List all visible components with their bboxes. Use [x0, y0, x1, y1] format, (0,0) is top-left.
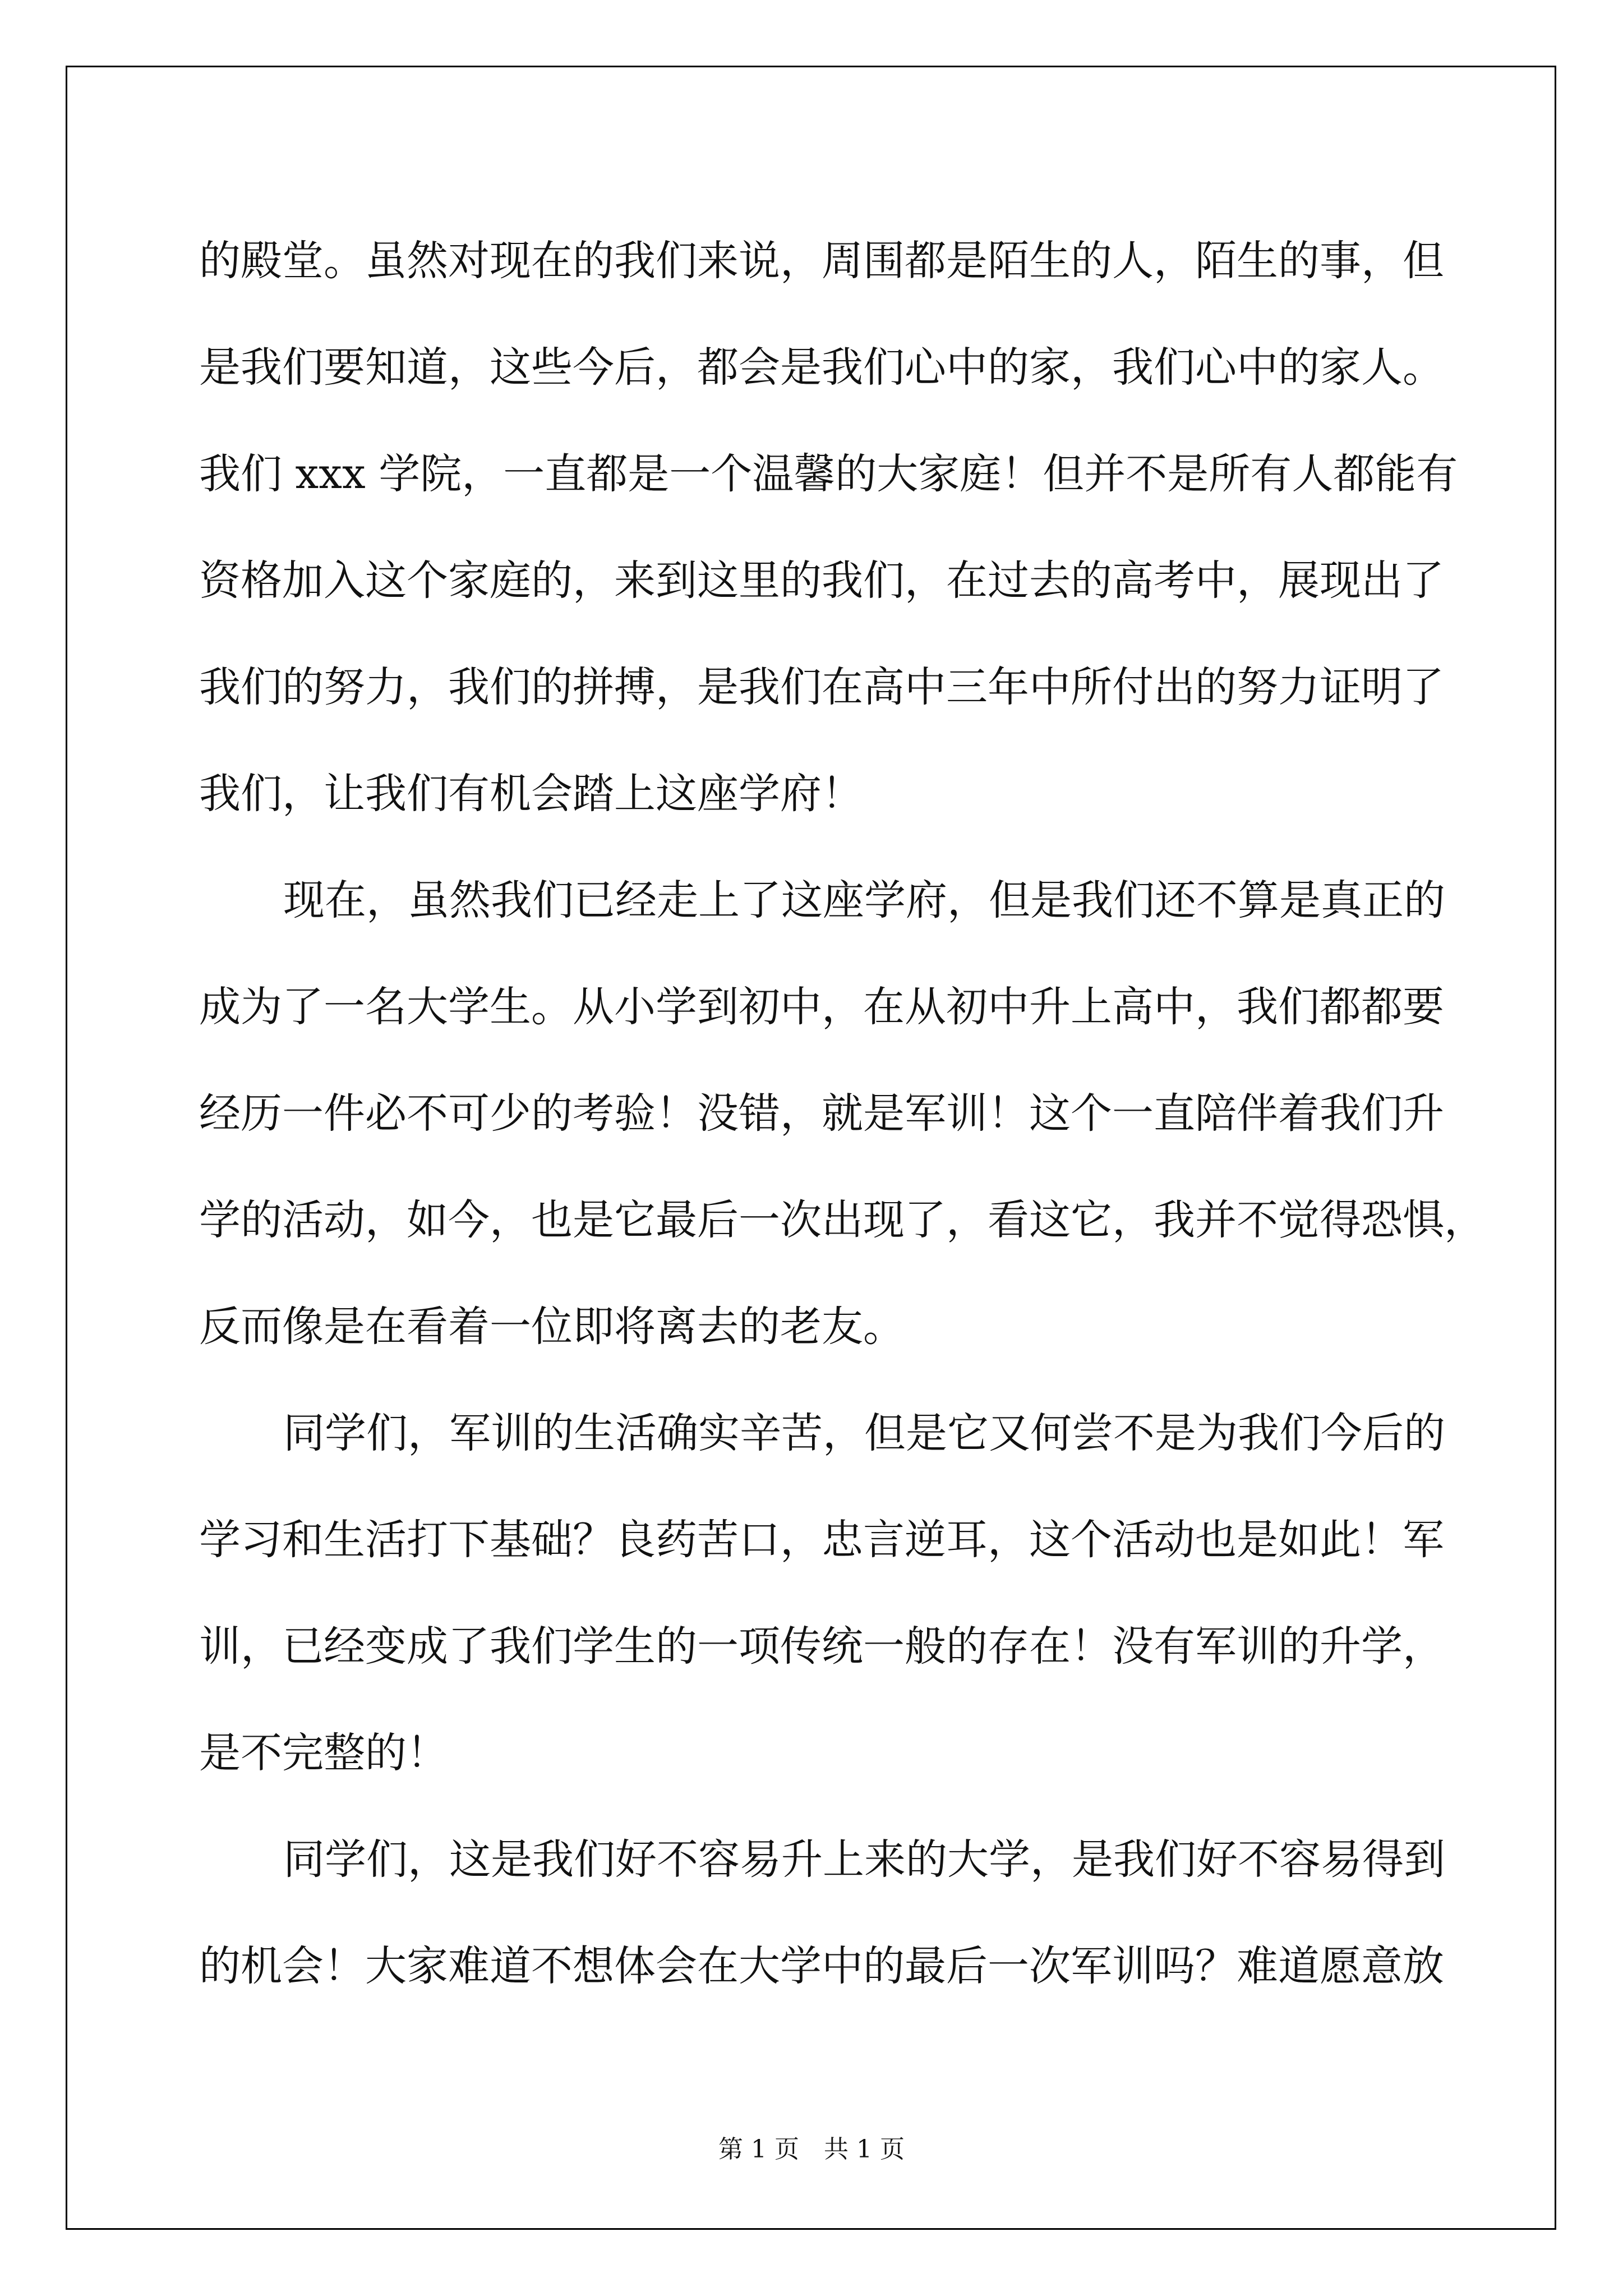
text-line: 的机会！大家难道不想体会在大学中的最后一次军训吗？难道愿意放	[199, 1942, 1444, 1990]
document-body	[199, 208, 1486, 2019]
text-line: 学的活动，如今，也是它最后一次出现了，看这它，我并不觉得恐惧，	[199, 1196, 1486, 1244]
text-line: 资格加入这个家庭的，来到这里的我们，在过去的高考中，展现出了	[199, 556, 1444, 605]
text-line: 的殿堂。虽然对现在的我们来说，周围都是陌生的人，陌生的事，但	[199, 237, 1444, 285]
text-line: 反而像是在看着一位即将离去的老友。	[199, 1303, 905, 1351]
paragraph-start-line: 同学们，这是我们好不容易升上来的大学，是我们好不容易得到	[283, 1835, 1445, 1884]
text-line: 训，已经变成了我们学生的一项传统一般的存在！没有军训的升学，	[199, 1622, 1444, 1671]
page-number-footer: 第 1 页 共 1 页	[718, 2135, 905, 2164]
text-line: 我们的努力，我们的拼搏，是我们在高中三年中所付出的努力证明了	[199, 663, 1444, 711]
paragraph-start-line: 同学们，军训的生活确实辛苦，但是它又何尝不是为我们今后的	[283, 1409, 1445, 1457]
text-line: 是我们要知道，这些今后，都会是我们心中的家，我们心中的家人。	[199, 343, 1444, 392]
text-line: 经历一件必不可少的考验！没错，就是军训！这个一直陪伴着我们升	[199, 1089, 1444, 1138]
text-line: 成为了一名大学生。从小学到初中，在从初中升上高中，我们都都要	[199, 983, 1444, 1031]
text-line: 我们，让我们有机会踏上这座学府！	[199, 770, 863, 818]
text-line: 是不完整的！	[199, 1729, 448, 1777]
paragraph-start-line: 现在，虽然我们已经走上了这座学府，但是我们还不算是真正的	[283, 876, 1445, 924]
text-line: 学习和生活打下基础？良药苦口，忠言逆耳，这个活动也是如此！军	[199, 1516, 1444, 1564]
text-line: 我们 xxx 学院，一直都是一个温馨的大家庭！但并不是所有人都能有	[199, 450, 1458, 498]
